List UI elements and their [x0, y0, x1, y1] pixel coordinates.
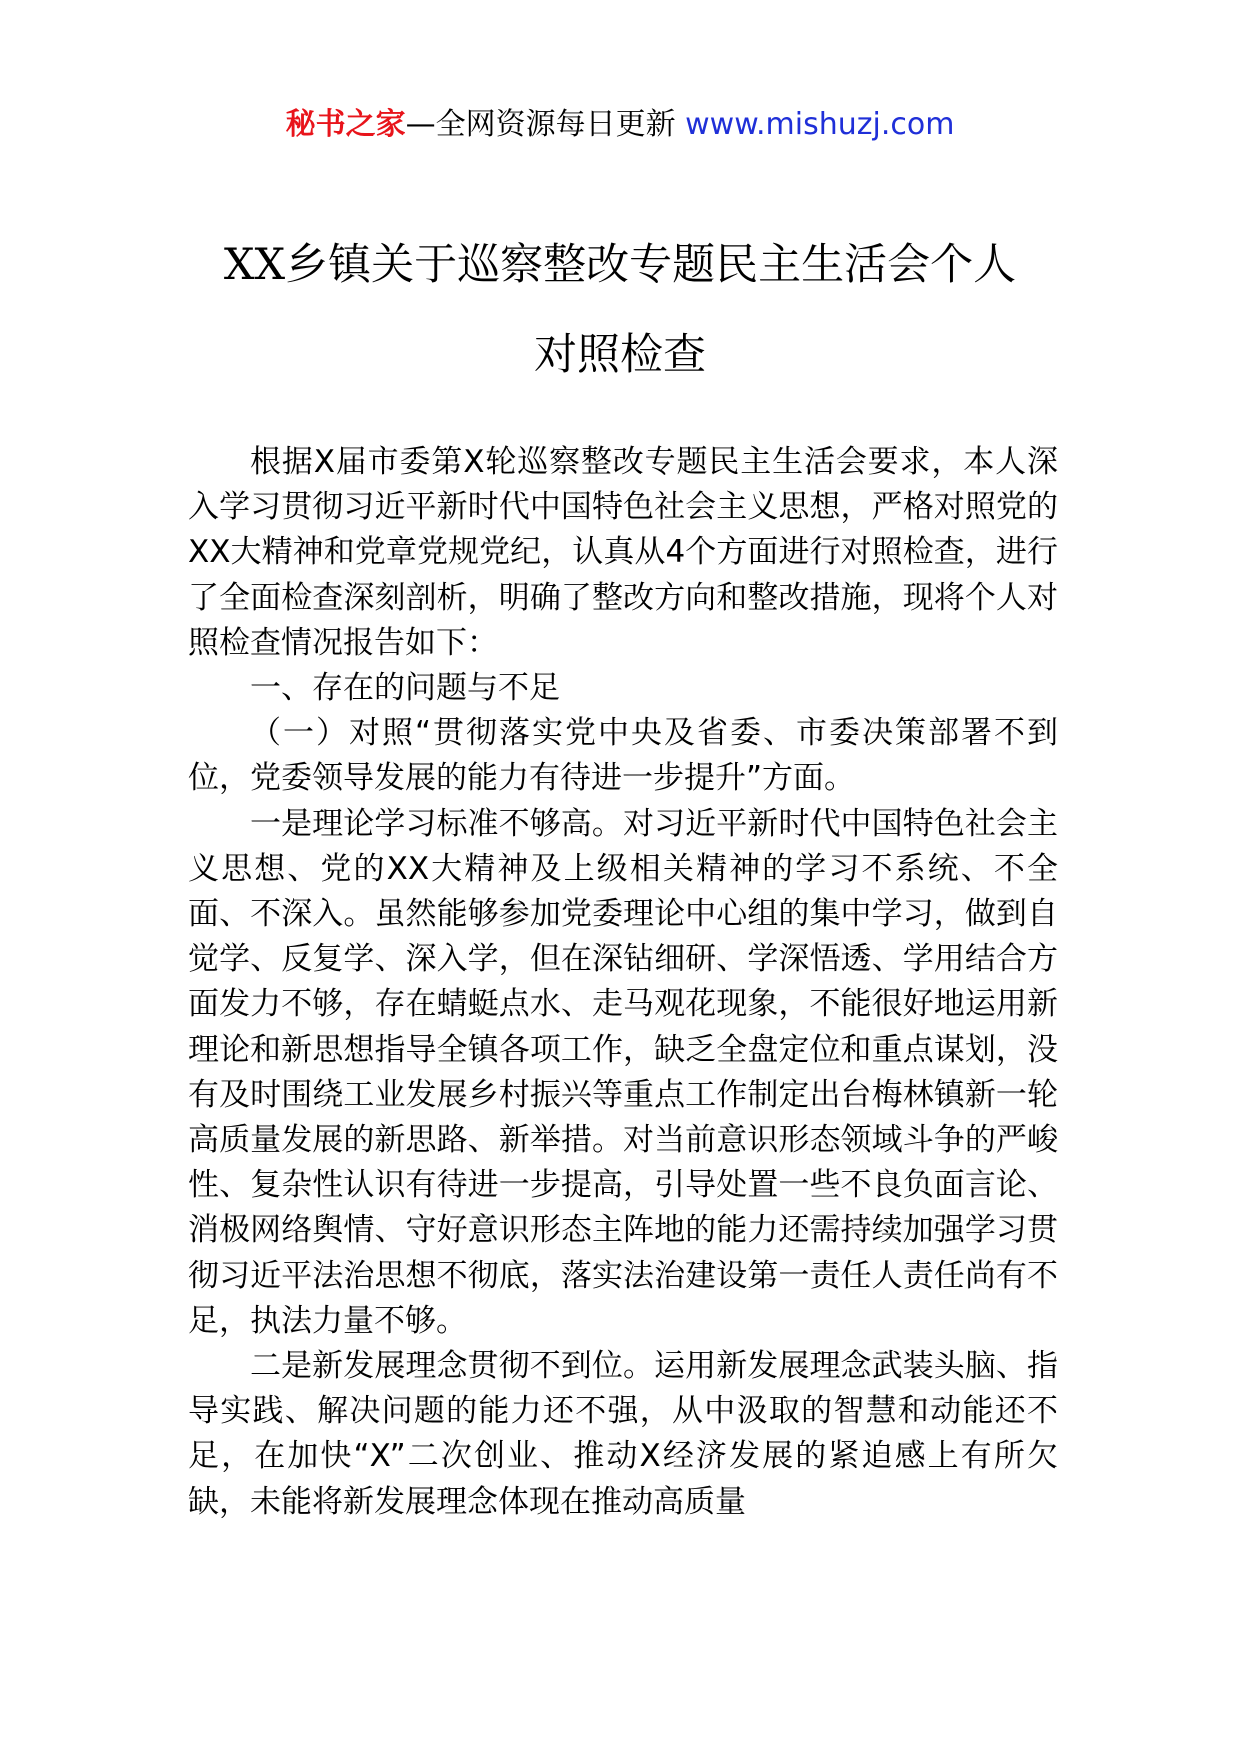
- document-title-line-1: XX乡镇关于巡察整改专题民主生活会个人: [223, 240, 1017, 290]
- paragraph-intro: 根据X届市委第X轮巡察整改专题民主生活会要求，本人深入学习贯彻习近平新时代中国特色社会主义思想，严格对照党的XX大精神和党章党规党纪，认真从4个方面进行对照检查，进行了全面检查深刻剖析，明确了整改方向和整改措施，现将个人对照检查情况报告如下：: [188, 444, 1058, 661]
- brand-name: 秘书之家: [285, 107, 406, 142]
- site-url-link[interactable]: www.mishuzj.com: [685, 107, 955, 142]
- document-body: [188, 440, 1058, 1525]
- paragraph-point-2: 二是新发展理念贯彻不到位。运用新发展理念武装头脑、指导实践、解决问题的能力还不强，从中汲取的智慧和动能还不足，在加快“X”二次创业、推动X经济发展的紧迫感上有所欠缺，未能将新发展理念体现在推动高质量: [188, 1348, 1058, 1520]
- page-header: [0, 100, 1240, 150]
- paragraph-point-1: 一是理论学习标准不够高。对习近平新时代中国特色社会主义思想、党的XX大精神及上级相关精神的学习不系统、不全面、不深入。虽然能够参加党委理论中心组的集中学习，做到自觉学、反复学、深入学，但在深钻细研、学深悟透、学用结合方面发力不够，存在蜻蜓点水、走马观花现象，不能很好地运用新理论和新思想指导全镇各项工作，缺乏全盘定位和重点谋划，没有及时围绕工业发展乡村振兴等重点工作制定出台梅林镇新一轮高质量发展的新思路、新举措。对当前意识形态领域斗争的严峻性、复杂性认识有待进一步提高，引导处置一些不良负面言论、消极网络舆情、守好意识形态主阵地的能力还需持续加强学习贯彻习近平法治思想不彻底，落实法治建设第一责任人责任尚有不足，执法力量不够。: [188, 805, 1058, 1339]
- document-title-line-2: 对照检查: [534, 330, 706, 380]
- header-tagline: —全网资源每日更新: [405, 107, 676, 142]
- subsection-heading: （一）对照“贯彻落实党中央及省委、市委决策部署不到位，党委领导发展的能力有待进一步提升”方面。: [188, 715, 1058, 797]
- section-heading: 一、存在的问题与不足: [250, 670, 560, 707]
